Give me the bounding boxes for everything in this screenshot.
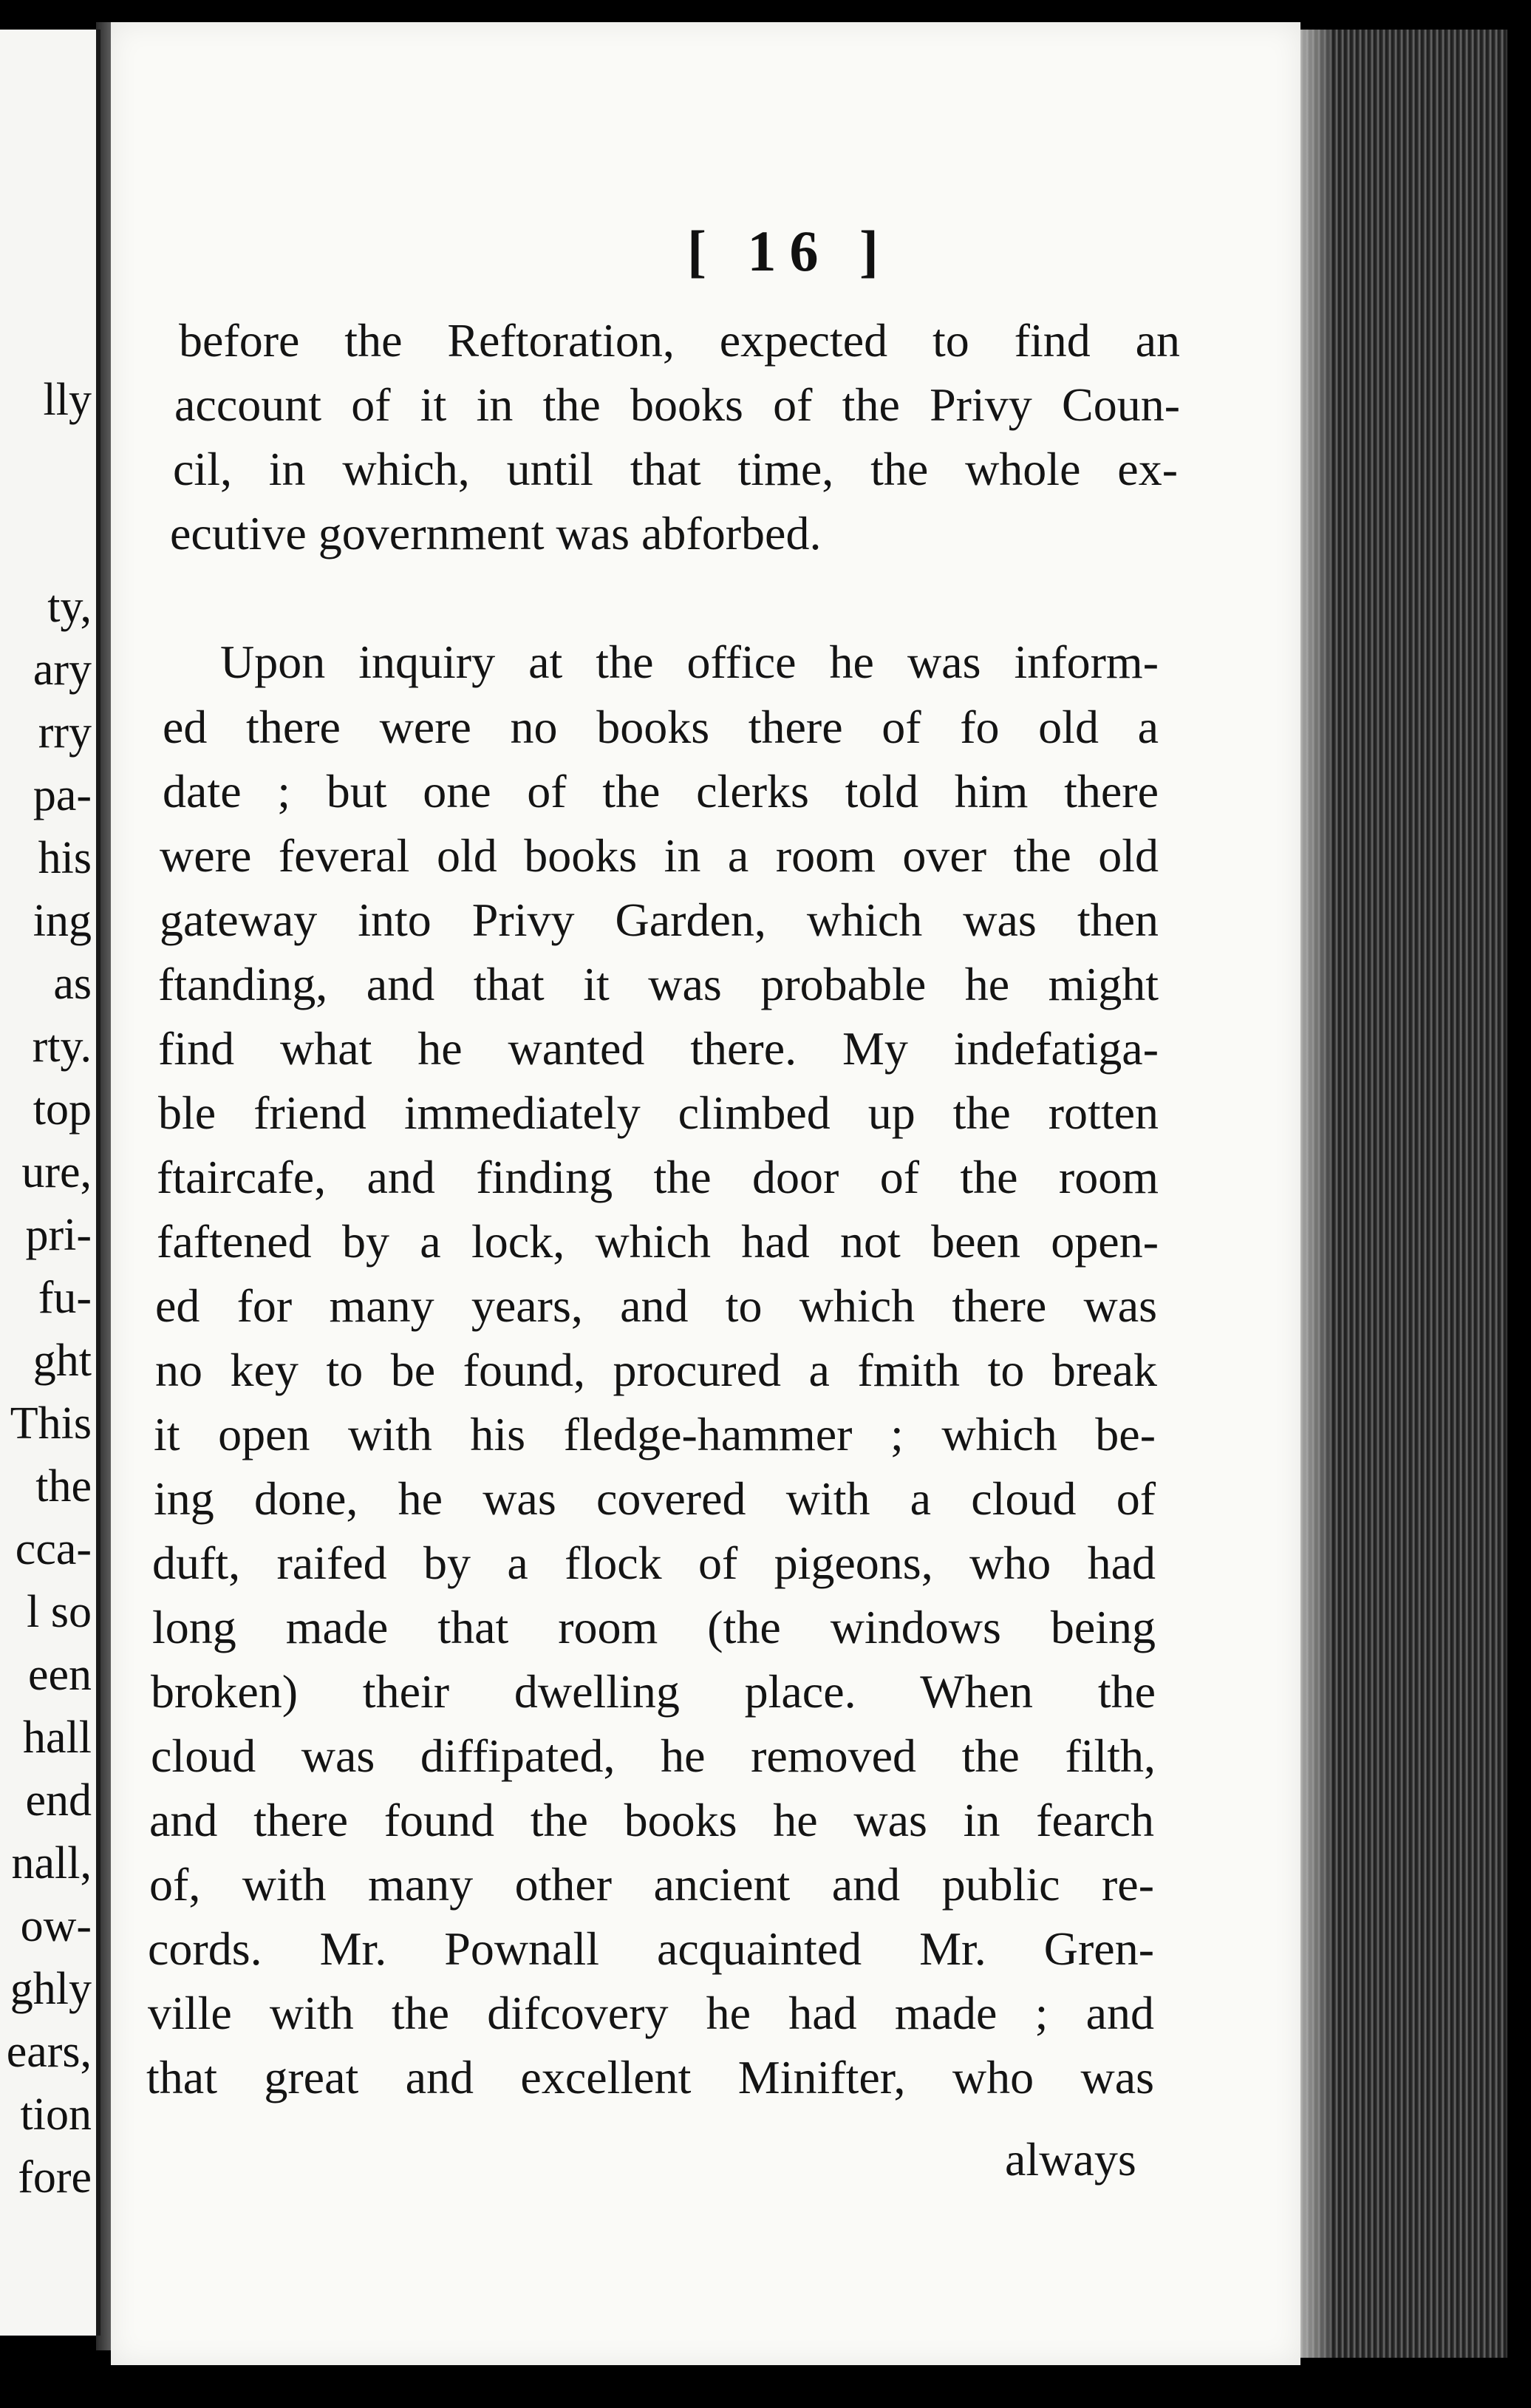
left-fragment-line: This bbox=[10, 1398, 92, 1449]
left-fragment-line: ing bbox=[33, 896, 92, 946]
left-page-fragment bbox=[0, 30, 100, 2336]
text-line: ed for many years, and to which there was bbox=[155, 1279, 1157, 1332]
text-line: faftened by a lock, which had not been open- bbox=[157, 1215, 1159, 1268]
left-fragment-line: ght bbox=[33, 1336, 92, 1386]
left-fragment-line: as bbox=[53, 959, 92, 1009]
text-line: cords. Mr. Pownall acquainted Mr. Gren- bbox=[148, 1922, 1154, 1975]
left-fragment-line: l so bbox=[27, 1587, 92, 1637]
left-fragment-line: tion bbox=[20, 2089, 92, 2140]
catchword: always bbox=[1005, 2133, 1136, 2186]
left-fragment-line: ow- bbox=[20, 1901, 92, 1951]
text-line: no key to be found, procured a fmith to break bbox=[155, 1344, 1157, 1396]
text-line: were feveral old books in a room over the old bbox=[160, 829, 1159, 882]
text-line: that great and excellent Minifter, who was bbox=[146, 2051, 1154, 2103]
left-fragment-line: lly bbox=[43, 375, 92, 425]
left-fragment-line: een bbox=[27, 1650, 92, 1700]
text-line: ing done, he was covered with a cloud of bbox=[154, 1472, 1156, 1525]
left-fragment-line: cca- bbox=[15, 1524, 92, 1574]
page-edges bbox=[1286, 30, 1507, 2358]
text-line: gateway into Privy Garden, which was then bbox=[160, 894, 1159, 946]
text-line: date ; but one of the clerks told him there bbox=[163, 765, 1159, 817]
text-line: ftanding, and that it was probable he might bbox=[158, 958, 1159, 1010]
left-fragment-line: ears, bbox=[6, 2027, 92, 2077]
text-line: of, with many other ancient and public re- bbox=[149, 1858, 1154, 1911]
left-fragment-line: nall, bbox=[11, 1838, 92, 1888]
text-line: before the Reftoration, expected to find an bbox=[179, 314, 1180, 367]
page-number: [ 16 ] bbox=[687, 219, 892, 283]
text-line: ville with the difcovery he had made ; and bbox=[148, 1987, 1154, 2039]
left-fragment-line: ghly bbox=[10, 1964, 92, 2014]
left-fragment-line: fu- bbox=[38, 1273, 92, 1323]
left-fragment-line: hall bbox=[23, 1713, 92, 1763]
left-fragment-line: his bbox=[38, 833, 92, 883]
left-fragment-line: ary bbox=[33, 644, 92, 695]
text-line: ble friend immediately climbed up the rotten bbox=[158, 1086, 1159, 1139]
text-line: ed there were no books there of fo old a bbox=[163, 701, 1159, 753]
text-line: it open with his fledge-hammer ; which be- bbox=[154, 1408, 1156, 1460]
text-line: duft, raifed by a flock of pigeons, who had bbox=[152, 1537, 1156, 1589]
left-fragment-line: rry bbox=[38, 707, 92, 758]
left-fragment-line: top bbox=[33, 1084, 92, 1135]
left-fragment-line: the bbox=[35, 1461, 92, 1511]
text-line: find what he wanted there. My indefatiga- bbox=[158, 1022, 1159, 1075]
left-fragment-line: fore bbox=[18, 2152, 92, 2203]
main-page bbox=[111, 22, 1300, 2365]
text-line: ftaircafe, and finding the door of the room bbox=[157, 1151, 1159, 1203]
text-line: cil, in which, until that time, the whole ex- bbox=[173, 443, 1178, 495]
text-line: ecutive government was abforbed. bbox=[170, 507, 822, 560]
left-fragment-line: rty. bbox=[32, 1021, 92, 1072]
text-line: Upon inquiry at the office he was inform- bbox=[220, 636, 1159, 688]
left-fragment-line: pri- bbox=[25, 1210, 92, 1260]
left-fragment-line: ure, bbox=[21, 1147, 92, 1197]
left-fragment-line: end bbox=[25, 1775, 92, 1826]
text-line: cloud was diffipated, he removed the filth, bbox=[151, 1730, 1156, 1782]
text-line: account of it in the books of the Privy Coun- bbox=[174, 378, 1180, 431]
text-line: broken) their dwelling place. When the bbox=[151, 1665, 1156, 1718]
text-line: long made that room (the windows being bbox=[152, 1601, 1156, 1653]
left-fragment-line: pa- bbox=[33, 770, 92, 820]
text-line: and there found the books he was in fearch bbox=[149, 1794, 1154, 1846]
left-fragment-line: ty, bbox=[47, 582, 92, 632]
